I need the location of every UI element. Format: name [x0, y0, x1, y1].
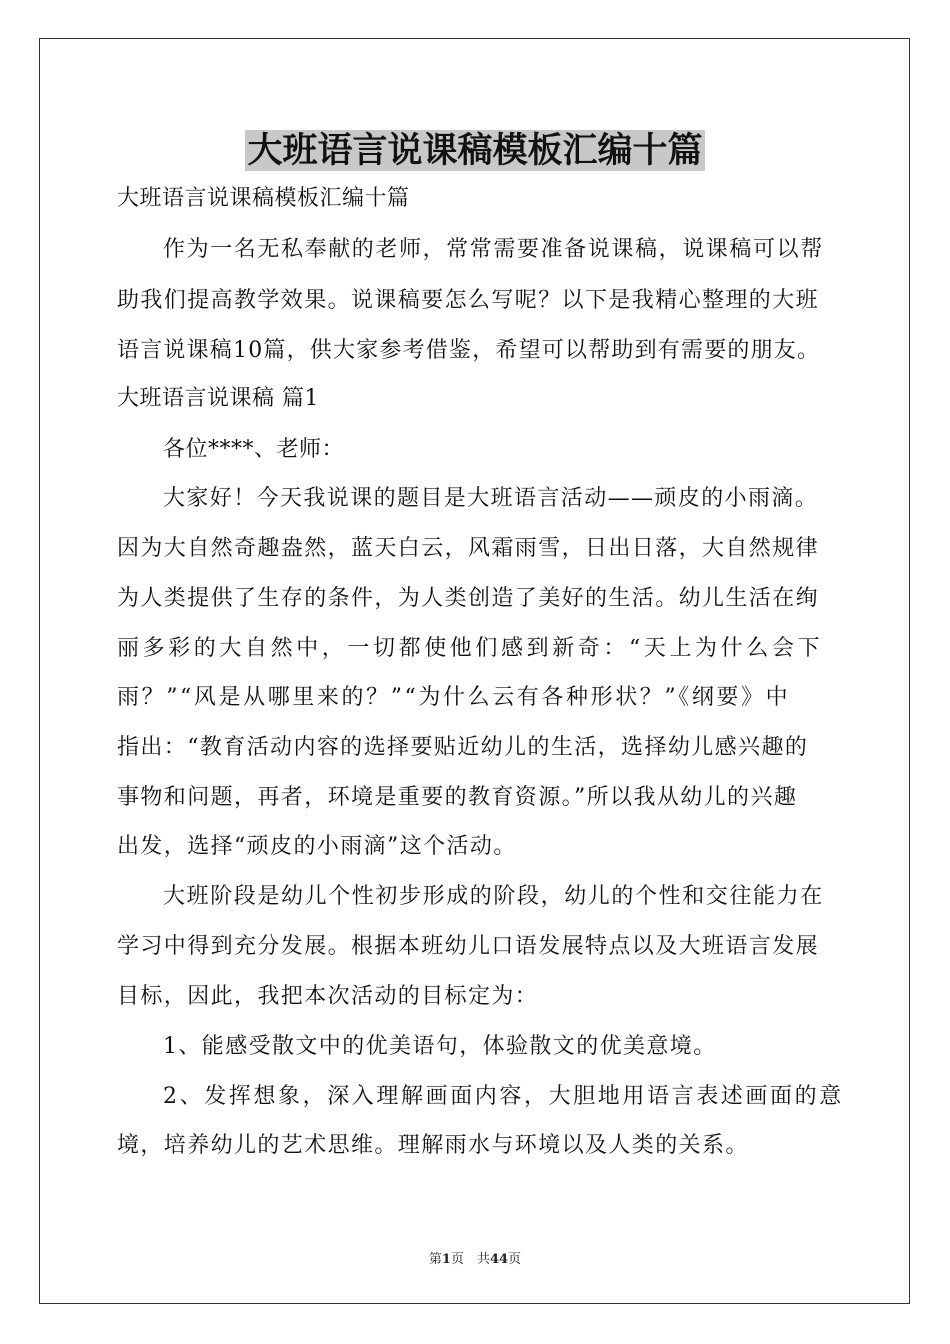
footer-mid: 页 共: [450, 1252, 490, 1267]
paragraph-line: 因为大自然奇趣盎然，蓝天白云，风霜雨雪，日出日落，大自然规律: [117, 536, 820, 561]
paragraph-line: 大班阶段是幼儿个性初步形成的阶段，幼儿的个性和交往能力在: [163, 884, 824, 909]
document-title: 大班语言说课稿模板汇编十篇: [247, 130, 703, 171]
paragraph-line: 指出：“教育活动内容的选择要贴近幼儿的生活，选择幼儿感兴趣的: [117, 735, 809, 760]
footer-prefix: 第: [428, 1252, 442, 1267]
paragraph-line: 雨？”“风是从哪里来的？”“为什么云有各种形状？”《纲要》中: [117, 685, 791, 710]
page-border: [39, 38, 910, 1304]
paragraph-line: 丽多彩的大自然中，一切都使他们感到新奇：“天上为什么会下: [117, 636, 824, 661]
page-footer: [0, 1248, 950, 1267]
paragraph-line: 为人类提供了生存的条件，为人类创造了美好的生活。幼儿生活在绚: [117, 586, 820, 611]
section-heading: 大班语言说课稿 篇1: [117, 386, 319, 411]
paragraph-line: 目标，因此，我把本次活动的目标定为：: [117, 984, 539, 1009]
paragraph-line: 学习中得到充分发展。根据本班幼儿口语发展特点以及大班语言发展: [117, 934, 820, 959]
footer-total-pages: 44: [489, 1252, 509, 1267]
footer-suffix: 页: [508, 1252, 522, 1267]
paragraph-line: 境，培养幼儿的艺术思维。理解雨水与环境以及人类的关系。: [117, 1133, 749, 1158]
subtitle-line: 大班语言说课稿模板汇编十篇: [117, 186, 410, 211]
paragraph-line: 语言说课稿10篇，供大家参考借鉴，希望可以帮助到有需要的朋友。: [117, 338, 821, 363]
paragraph-line: 助我们提高教学效果。说课稿要怎么写呢？以下是我精心整理的大班: [117, 288, 820, 313]
list-item: 1、能感受散文中的优美语句，体验散文的优美意境。: [163, 1034, 717, 1059]
paragraph-line: 事物和问题，再者，环境是重要的教育资源。”所以我从幼儿的兴趣: [117, 785, 798, 810]
paragraph-line: 大家好！今天我说课的题目是大班语言活动——顽皮的小雨滴。: [163, 486, 819, 511]
paragraph-line: 出发，选择“顽皮的小雨滴”这个活动。: [117, 834, 517, 859]
list-item: 2、发挥想象，深入理解画面内容，大胆地用语言表述画面的意: [163, 1084, 844, 1109]
paragraph-line: 作为一名无私奉献的老师，常常需要准备说课稿，说课稿可以帮: [163, 237, 824, 262]
paragraph-line: 各位****、老师：: [163, 437, 345, 462]
footer-page-number: 1: [441, 1252, 451, 1267]
